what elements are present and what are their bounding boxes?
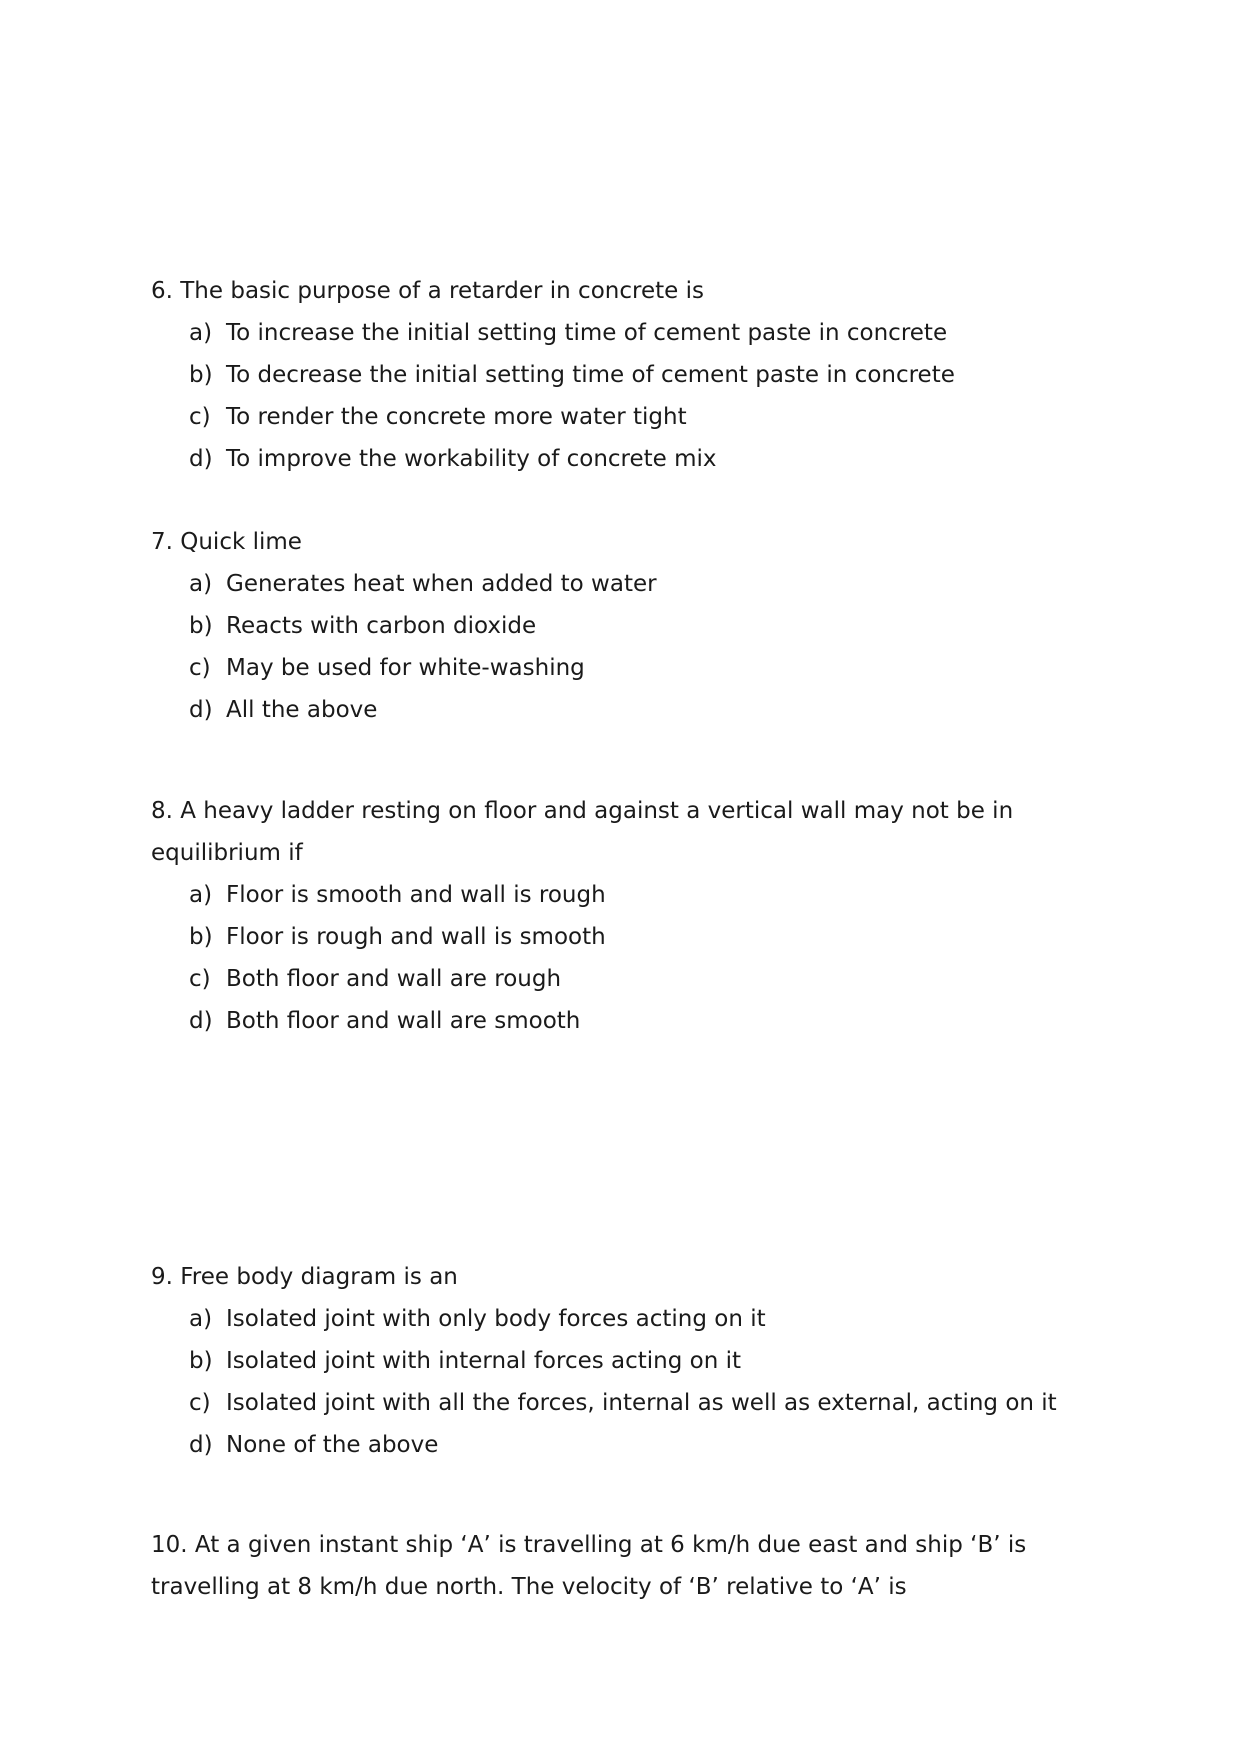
- option-text: Both floor and wall are smooth: [226, 1008, 581, 1034]
- option-text: Floor is smooth and wall is rough: [226, 882, 606, 908]
- option-b: [151, 916, 1081, 958]
- option-text: To decrease the initial setting time of cement paste in concrete: [226, 362, 955, 388]
- option-letter: b): [189, 613, 213, 639]
- option-c: [151, 1382, 1081, 1424]
- option-text: Generates heat when added to water: [226, 571, 657, 597]
- option-b: [151, 354, 1081, 396]
- option-text: Isolated joint with only body forces acting on it: [226, 1306, 766, 1332]
- option-letter: c): [189, 966, 211, 992]
- option-letter: b): [189, 1348, 213, 1374]
- option-letter: c): [189, 655, 211, 681]
- option-c: [151, 958, 1081, 1000]
- option-text: To increase the initial setting time of cement paste in concrete: [226, 320, 948, 346]
- option-list: [151, 1298, 1081, 1466]
- option-list: [151, 874, 1081, 1042]
- option-c: [151, 396, 1081, 438]
- option-c: [151, 647, 1081, 689]
- question-text: 10. At a given instant ship ‘A’ is travelling at 6 km/h due east and ship ‘B’ is travelling at 8 km/h due north. The velocity of ‘B’ relative to ‘A’ is: [151, 1532, 1027, 1600]
- question-7: [151, 521, 1081, 731]
- option-letter: a): [189, 882, 213, 908]
- question-10: [151, 1524, 1081, 1608]
- option-text: All the above: [226, 697, 378, 723]
- option-letter: a): [189, 320, 213, 346]
- option-a: [151, 874, 1081, 916]
- option-b: [151, 605, 1081, 647]
- option-text: None of the above: [226, 1432, 439, 1458]
- option-list: [151, 563, 1081, 731]
- option-letter: d): [189, 1008, 213, 1034]
- question-8: [151, 790, 1081, 1042]
- option-d: [151, 689, 1081, 731]
- option-d: [151, 1000, 1081, 1042]
- option-text: Both floor and wall are rough: [226, 966, 562, 992]
- option-letter: a): [189, 571, 213, 597]
- option-text: Isolated joint with internal forces acting on it: [226, 1348, 742, 1374]
- option-letter: d): [189, 1432, 213, 1458]
- option-text: Floor is rough and wall is smooth: [226, 924, 606, 950]
- option-d: [151, 1424, 1081, 1466]
- option-list: [151, 312, 1081, 480]
- question-text: 8. A heavy ladder resting on floor and against a vertical wall may not be in equilibrium if: [151, 798, 1014, 866]
- option-b: [151, 1340, 1081, 1382]
- question-text: 7. Quick lime: [151, 529, 302, 555]
- question-9: [151, 1256, 1081, 1466]
- option-text: Reacts with carbon dioxide: [226, 613, 537, 639]
- option-letter: b): [189, 924, 213, 950]
- option-letter: d): [189, 446, 213, 472]
- question-text: 6. The basic purpose of a retarder in concrete is: [151, 278, 704, 304]
- option-d: [151, 438, 1081, 480]
- option-letter: b): [189, 362, 213, 388]
- option-a: [151, 312, 1081, 354]
- option-text: To improve the workability of concrete mix: [226, 446, 717, 472]
- option-text: May be used for white-washing: [226, 655, 585, 681]
- option-letter: a): [189, 1306, 213, 1332]
- option-letter: d): [189, 697, 213, 723]
- option-letter: c): [189, 404, 211, 430]
- option-letter: c): [189, 1390, 211, 1416]
- option-text: Isolated joint with all the forces, internal as well as external, acting on it: [226, 1390, 1057, 1416]
- question-text: 9. Free body diagram is an: [151, 1264, 458, 1290]
- question-6: [151, 270, 1081, 480]
- option-text: To render the concrete more water tight: [226, 404, 687, 430]
- option-a: [151, 563, 1081, 605]
- option-a: [151, 1298, 1081, 1340]
